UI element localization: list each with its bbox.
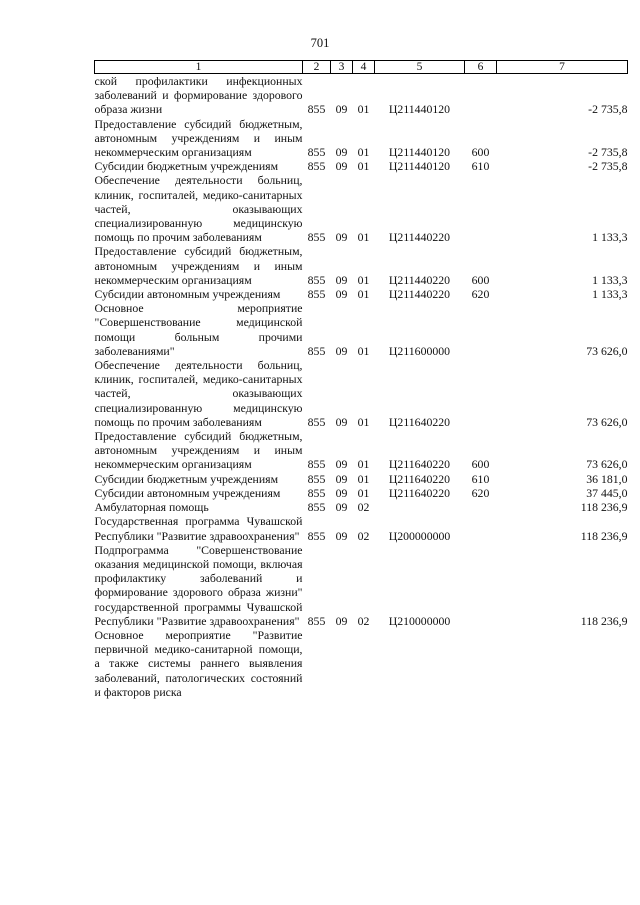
expense-type-cell: 600 — [471, 272, 490, 287]
expense-type-cell — [465, 514, 497, 542]
table-row — [95, 514, 628, 542]
section-cell: 09 — [335, 272, 348, 287]
amount-cell: -2 735,8 — [588, 145, 628, 160]
table-row — [95, 74, 628, 117]
expense-type-cell — [465, 173, 497, 244]
table-row — [95, 287, 628, 301]
description-cell: Субсидии автономным учреждениям — [94, 485, 281, 500]
subsection-cell: 01 — [357, 485, 370, 500]
description-cell: Амбулаторная помощь — [94, 500, 209, 515]
header-cell: 3 — [331, 61, 353, 74]
target-article-cell: Ц211600000 — [388, 343, 451, 358]
section-cell: 09 — [335, 485, 348, 500]
admin-code-cell: 855 — [307, 528, 326, 543]
header-cell: 5 — [375, 61, 465, 74]
expense-type-cell — [465, 74, 497, 117]
table-row — [95, 173, 628, 244]
subsection-cell: 02 — [357, 613, 370, 628]
section-cell: 09 — [335, 414, 348, 429]
admin-code-cell: 855 — [307, 613, 326, 628]
subsection-cell: 01 — [357, 287, 370, 302]
amount-cell: -2 735,8 — [588, 159, 628, 174]
admin-code-cell: 855 — [307, 485, 326, 500]
admin-code-cell: 855 — [307, 159, 326, 174]
subsection-cell: 02 — [357, 500, 370, 515]
admin-code-cell: 855 — [307, 500, 326, 515]
description-cell: ской профилактики инфекционных заболеваний и формирование здорового образа жизни — [94, 74, 303, 117]
subsection-cell: 02 — [357, 528, 370, 543]
description-cell: Субсидии бюджетным учреждениям — [94, 159, 279, 174]
description-cell: Обеспечение деятельности больниц, клиник, госпиталей, медико-санитарных частей, оказывающих специализированную медицинскую помощь по прочим заболеваниям — [94, 358, 303, 429]
expense-type-cell: 610 — [471, 159, 490, 174]
subsection-cell: 01 — [357, 102, 370, 117]
section-cell: 09 — [335, 471, 348, 486]
description-cell: Подпрограмма "Совершенствование оказания медицинской помощи, включая профилактику заболеваний и формирование здорового образа жизни" государственной программы Чувашской Республики "Развитие здравоохранения" — [94, 542, 303, 628]
subsection-cell: 01 — [357, 414, 370, 429]
table-row — [95, 500, 628, 514]
expense-type-cell — [465, 301, 497, 358]
description-cell: Обеспечение деятельности больниц, клиник, госпиталей, медико-санитарных частей, оказывающих специализированную медицинскую помощь по прочим заболеваниям — [94, 173, 303, 245]
header-cell: 6 — [465, 61, 497, 74]
section-cell: 09 — [335, 145, 348, 160]
admin-code-cell: 855 — [307, 343, 326, 358]
description-cell: Основное мероприятие "Совершенствование медицинской помощи больным прочими заболеваниями" — [94, 301, 303, 358]
amount-cell: 1 133,3 — [592, 287, 628, 302]
target-article-cell: Ц210000000 — [388, 613, 451, 628]
description-cell: Основное мероприятие "Развитие первичной медико-санитарной помощи, а также системы раннего выявления заболеваний, патологических состояний и факторов риска — [94, 627, 303, 699]
section-cell: 09 — [335, 102, 348, 117]
admin-code-cell: 855 — [307, 471, 326, 486]
table-row — [95, 486, 628, 500]
amount-cell: 1 133,3 — [592, 272, 628, 287]
header-cell: 2 — [303, 61, 331, 74]
section-cell: 09 — [335, 528, 348, 543]
section-cell: 09 — [335, 287, 348, 302]
expense-type-cell: 620 — [471, 485, 490, 500]
expense-type-cell: 600 — [471, 145, 490, 160]
page-number: 701 — [310, 36, 330, 50]
target-article-cell: Ц211640220 — [388, 457, 451, 472]
target-article-cell: Ц211440120 — [388, 102, 451, 117]
amount-cell — [497, 628, 628, 699]
subsection-cell: 01 — [357, 159, 370, 174]
target-article-cell: Ц211440120 — [388, 145, 451, 160]
admin-code-cell: 855 — [307, 457, 326, 472]
section-cell: 09 — [335, 457, 348, 472]
table-header-row — [95, 61, 628, 74]
section-cell: 09 — [335, 159, 348, 174]
amount-cell: 36 181,0 — [586, 471, 628, 486]
target-article-cell: Ц211440220 — [388, 230, 451, 245]
section-cell — [331, 628, 353, 699]
expense-type-cell: 610 — [471, 471, 490, 486]
description-cell: Предоставление субсидий бюджетным, автономным учреждениям и иным некоммерческим организациям — [94, 429, 303, 472]
budget-table — [94, 60, 628, 699]
section-cell: 09 — [335, 230, 348, 245]
target-article-cell: Ц211640220 — [388, 414, 451, 429]
subsection-cell: 01 — [357, 272, 370, 287]
amount-cell: -2 735,8 — [588, 102, 628, 117]
amount-cell: 1 133,3 — [592, 230, 628, 245]
subsection-cell — [353, 628, 375, 699]
expense-type-cell — [465, 500, 497, 514]
table-row — [95, 301, 628, 358]
admin-code-cell: 855 — [307, 272, 326, 287]
amount-cell: 118 236,9 — [580, 500, 628, 515]
target-article-cell: Ц211440220 — [388, 287, 451, 302]
section-cell: 09 — [335, 500, 348, 515]
target-article-cell: Ц211640220 — [388, 485, 451, 500]
subsection-cell: 01 — [357, 230, 370, 245]
expense-type-cell: 600 — [471, 457, 490, 472]
amount-cell: 37 445,0 — [586, 485, 628, 500]
admin-code-cell: 855 — [307, 414, 326, 429]
amount-cell: 73 626,0 — [586, 457, 628, 472]
target-article-cell: Ц200000000 — [388, 528, 451, 543]
table-row — [95, 472, 628, 486]
description-cell: Субсидии автономным учреждениям — [94, 287, 281, 302]
description-cell: Предоставление субсидий бюджетным, автономным учреждениям и иным некоммерческим организациям — [94, 244, 303, 287]
expense-type-cell — [465, 628, 497, 699]
section-cell: 09 — [335, 613, 348, 628]
target-article-cell — [375, 500, 465, 514]
subsection-cell: 01 — [357, 145, 370, 160]
header-cell: 1 — [95, 61, 303, 74]
target-article-cell — [375, 628, 465, 699]
table-row — [95, 628, 628, 699]
description-cell: Предоставление субсидий бюджетным, автономным учреждениям и иным некоммерческим организациям — [94, 116, 303, 160]
description-cell: Субсидии бюджетным учреждениям — [94, 471, 279, 486]
target-article-cell: Ц211440220 — [388, 272, 451, 287]
expense-type-cell — [465, 543, 497, 628]
amount-cell: 118 236,9 — [580, 528, 628, 543]
amount-cell: 73 626,0 — [586, 414, 628, 429]
section-cell: 09 — [335, 343, 348, 358]
subsection-cell: 01 — [357, 457, 370, 472]
subsection-cell: 01 — [357, 343, 370, 358]
expense-type-cell — [465, 358, 497, 429]
expense-type-cell: 620 — [471, 287, 490, 302]
amount-cell: 118 236,9 — [580, 613, 628, 628]
table-row — [95, 159, 628, 173]
amount-cell: 73 626,0 — [586, 343, 628, 358]
header-cell: 4 — [353, 61, 375, 74]
target-article-cell: Ц211440120 — [388, 159, 451, 174]
target-article-cell: Ц211640220 — [388, 471, 451, 486]
table-row — [95, 543, 628, 628]
table-row — [95, 244, 628, 287]
admin-code-cell: 855 — [307, 102, 326, 117]
table-row — [95, 429, 628, 472]
subsection-cell: 01 — [357, 471, 370, 486]
admin-code-cell: 855 — [307, 230, 326, 245]
description-cell: Государственная программа Чувашской Республики "Развитие здравоохранения" — [94, 514, 303, 543]
admin-code-cell: 855 — [307, 145, 326, 160]
admin-code-cell — [303, 628, 331, 699]
table-row — [95, 117, 628, 160]
admin-code-cell: 855 — [307, 287, 326, 302]
header-cell: 7 — [497, 61, 628, 74]
table-row — [95, 358, 628, 429]
